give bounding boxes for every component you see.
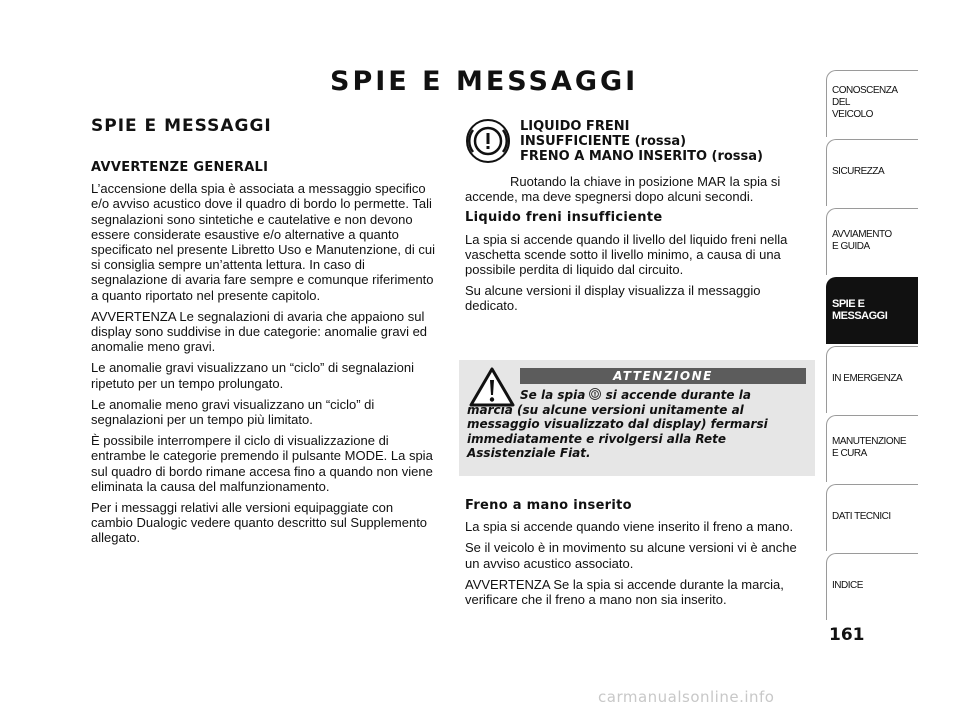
intro-paragraph: Ruotando la chiave in posizione MAR la spia si accende, ma deve spegnersi dopo alcuni secondi. xyxy=(465,174,781,205)
paragraph: Se il veicolo è in movimento su alcune versioni vi è anche un avviso acustico associato. xyxy=(465,540,797,571)
tab-indice[interactable] xyxy=(826,553,918,620)
paragraph: Le anomalie meno gravi visualizzano un “ciclo” di segnalazioni per un tempo più limitato. xyxy=(91,396,375,428)
right-column xyxy=(465,118,810,320)
paragraph: Su alcune versioni il display visualizza il messaggio dedicato. xyxy=(465,283,761,314)
tab-sicurezza[interactable] xyxy=(826,139,918,206)
tab-label: SPIE E MESSAGGI xyxy=(832,298,888,322)
tab-dati-tecnici[interactable] xyxy=(826,484,918,551)
caution-lead-after: si accende durante la xyxy=(601,388,751,402)
paragraph: Le anomalie gravi visualizzano un “ciclo” di segnalazioni ripetuto per un tempo prolungato. xyxy=(91,360,415,391)
caution-label: ATTENZIONE xyxy=(520,368,806,384)
tab-label: AVVIAMENTO E GUIDA xyxy=(832,229,892,252)
caution-body: marcia (su alcune versioni unitamente al messaggio visualizzato dal display) fermarsi immediatamente e rivolgersi alla Rete Assistenziale Fiat. xyxy=(467,402,768,460)
caution-lead xyxy=(467,388,807,403)
paragraph: La spia si accende quando viene inserito il freno a mano. xyxy=(465,519,794,535)
page-number: 161 xyxy=(829,625,865,645)
paragraph: La spia si accende quando il livello del liquido freni nella vaschetta scende sotto il livello minimo, a causa di una possibile perdita di liquido dal circuito. xyxy=(465,231,788,278)
warning-title-line: INSUFFICIENTE (rossa) xyxy=(520,134,687,149)
brake-fluid-heading: Liquido freni insufficiente xyxy=(465,210,663,226)
caution-box xyxy=(459,360,815,476)
parking-brake-section xyxy=(465,498,810,613)
tab-spie-e-messaggi[interactable] xyxy=(826,277,918,344)
tab-label: MANUTENZIONE E CURA xyxy=(832,436,906,459)
section-title: SPIE E MESSAGGI xyxy=(91,116,272,136)
tab-label: INDICE xyxy=(832,580,863,591)
tab-label: SICUREZZA xyxy=(832,166,885,177)
chapter-tabs xyxy=(826,70,918,622)
warning-title-line: FRENO A MANO INSERITO (rossa) xyxy=(520,149,763,164)
brake-warning-icon xyxy=(465,118,511,164)
page-title: SPIE E MESSAGGI xyxy=(330,66,639,97)
tab-avviamento-e-guida[interactable] xyxy=(826,208,918,275)
tab-in-emergenza[interactable] xyxy=(826,346,918,413)
left-column xyxy=(91,160,436,552)
warning-title-line: LIQUIDO FRENI xyxy=(520,119,630,134)
paragraph: L’accensione della spia è associata a messaggio specifico e/o avviso acustico dove il quadro di bordo lo permette. Tali segnalazioni sono sintetiche e cautelative e non devono essere considerate esaustive e/o alternative a quanto specificato nel presente Libretto Uso e Manutenzione, di cui si consiglia sempre un’attenta lettura. In caso di segnalazione di avaria fare sempre e comunque riferimento a quanto riportato nel presente capitolo. xyxy=(91,181,435,303)
general-warnings-heading: AVVERTENZE GENERALI xyxy=(91,160,269,175)
caution-lead-before: Se la spia xyxy=(520,388,590,402)
paragraph: Per i messaggi relativi alle versioni equipaggiate con cambio Dualogic vedere quanto descritto sul Supplemento allegato. xyxy=(91,500,428,546)
paragraph: È possibile interrompere il ciclo di visualizzazione di entrambe le categorie premendo il pulsante MODE. La spia sul quadro di bordo rimane accesa fino a quando non viene eliminata la causa del malfunzionamento. xyxy=(91,433,433,494)
tab-conoscenza-del-veicolo[interactable] xyxy=(826,70,918,137)
paragraph: AVVERTENZA Le segnalazioni di avaria che appaiono sul display sono suddivise in due categorie: anomalie gravi ed anomalie meno gravi. xyxy=(91,308,428,355)
paragraph: AVVERTENZA Se la spia si accende durante la marcia, verificare che il freno a mano non sia inserito. xyxy=(465,576,784,608)
watermark: carmanualsonline.info xyxy=(598,688,775,706)
tab-label: IN EMERGENZA xyxy=(832,373,903,384)
parking-brake-heading: Freno a mano inserito xyxy=(465,498,632,513)
tab-label: DATI TECNICI xyxy=(832,511,891,522)
brake-warning-inline-icon xyxy=(589,388,601,400)
caution-text xyxy=(467,388,807,461)
tab-label: CONOSCENZA DEL VEICOLO xyxy=(832,85,898,120)
warning-light-title xyxy=(520,119,763,164)
tab-manutenzione-e-cura[interactable] xyxy=(826,415,918,482)
warning-light-header xyxy=(465,118,810,164)
